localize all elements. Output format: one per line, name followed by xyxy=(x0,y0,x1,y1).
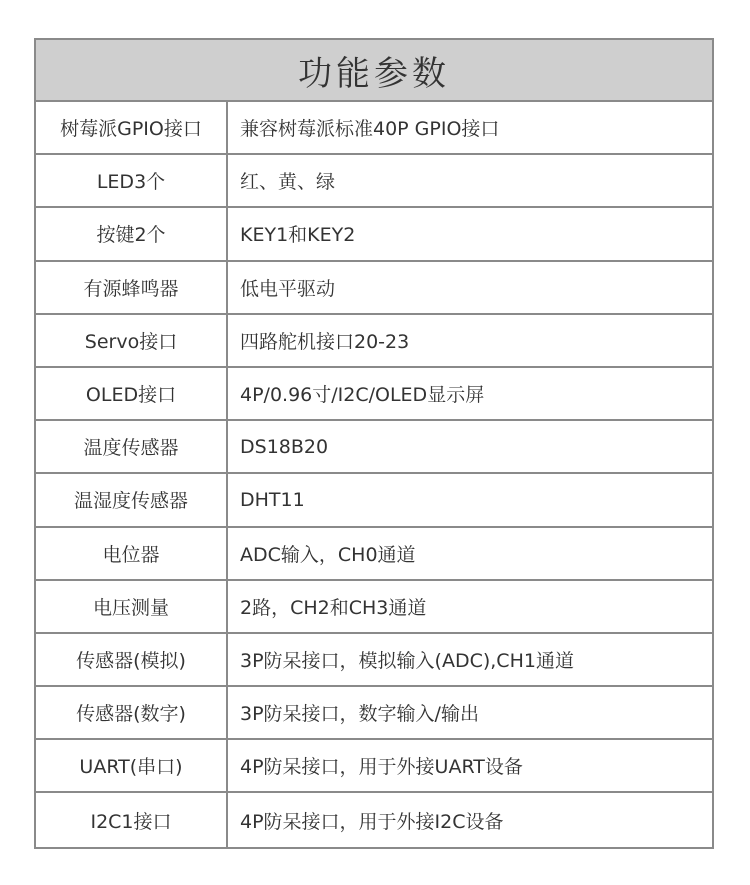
row-value: 2路，CH2和CH3通道 xyxy=(240,596,427,619)
row-label: 树莓派GPIO接口 xyxy=(36,102,228,153)
table-row xyxy=(36,634,712,687)
row-value: 4P防呆接口，用于外接UART设备 xyxy=(240,756,523,779)
row-label: 有源蜂鸣器 xyxy=(36,262,228,313)
table-row xyxy=(36,793,712,846)
table-row xyxy=(36,208,712,261)
row-label: 传感器(数字) xyxy=(36,687,228,738)
row-label: I2C1接口 xyxy=(36,793,228,846)
table-row xyxy=(36,368,712,421)
row-label: 温度传感器 xyxy=(36,421,228,472)
row-label: 温湿度传感器 xyxy=(36,474,228,525)
row-value: DHT11 xyxy=(240,488,305,511)
table-row xyxy=(36,102,712,155)
table-row xyxy=(36,155,712,208)
table-header xyxy=(36,40,712,102)
table-row xyxy=(36,528,712,581)
table-row xyxy=(36,474,712,527)
row-label: 传感器(模拟) xyxy=(36,634,228,685)
table-row xyxy=(36,687,712,740)
row-label: UART(串口) xyxy=(36,740,228,791)
row-value: 四路舵机接口20-23 xyxy=(240,330,410,353)
row-label: 按键2个 xyxy=(36,208,228,259)
row-label: 电位器 xyxy=(36,528,228,579)
row-value: 低电平驱动 xyxy=(240,277,336,300)
row-label: LED3个 xyxy=(36,155,228,206)
row-value: KEY1和KEY2 xyxy=(240,224,356,247)
row-value: 红、黄、绿 xyxy=(240,171,336,194)
row-value: DS18B20 xyxy=(240,435,329,458)
table-row xyxy=(36,740,712,793)
row-value: 4P/0.96寸/I2C/OLED显示屏 xyxy=(240,384,485,407)
row-value: 4P防呆接口，用于外接I2C设备 xyxy=(240,810,504,833)
row-value: ADC输入，CH0通道 xyxy=(240,543,416,566)
table-title: 功能参数 xyxy=(298,53,450,94)
table-row xyxy=(36,581,712,634)
table-row xyxy=(36,315,712,368)
spec-table xyxy=(34,38,714,849)
row-value: 兼容树莓派标准40P GPIO接口 xyxy=(240,118,500,141)
row-label: Servo接口 xyxy=(36,315,228,366)
table-row xyxy=(36,421,712,474)
row-value: 3P防呆接口，数字输入/输出 xyxy=(240,703,479,726)
row-label: OLED接口 xyxy=(36,368,228,419)
row-value: 3P防呆接口，模拟输入(ADC),CH1通道 xyxy=(240,649,574,672)
row-label: 电压测量 xyxy=(36,581,228,632)
table-row xyxy=(36,262,712,315)
